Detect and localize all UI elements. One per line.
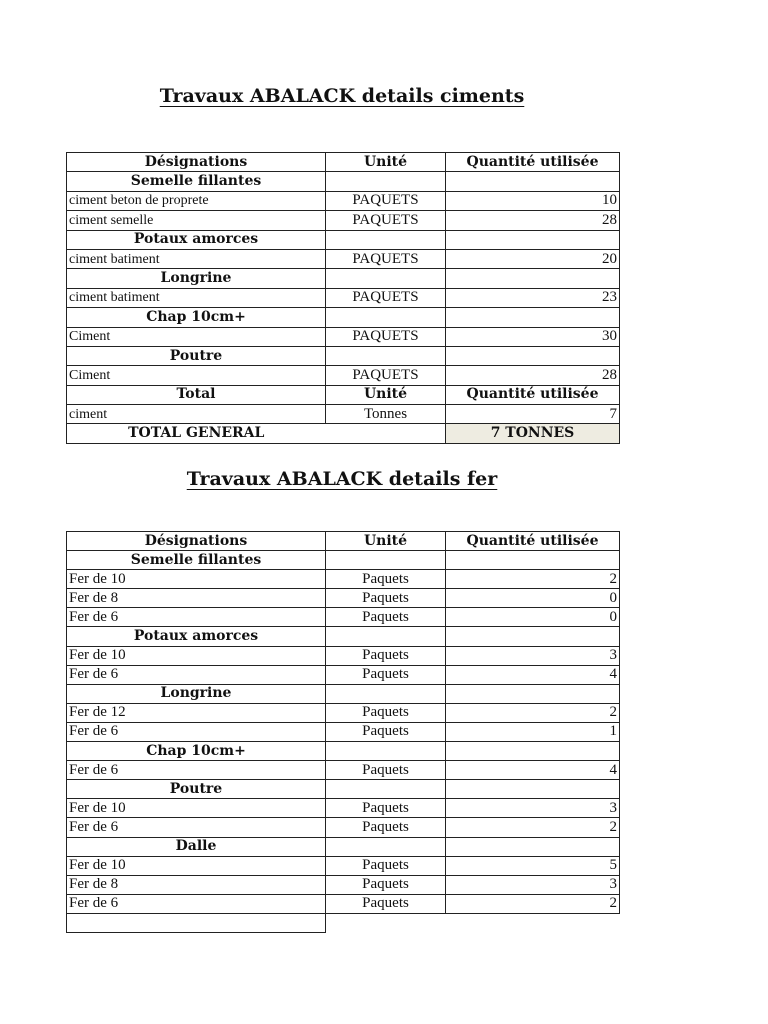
section-label: Chap 10cm+: [67, 742, 326, 761]
table-row: [67, 818, 620, 837]
quantite-cell: 3: [446, 646, 620, 665]
section-label: Potaux amorces: [67, 627, 326, 646]
section-row: [67, 742, 620, 761]
table-header-row: [67, 153, 620, 172]
quantite-cell: 2: [446, 894, 620, 913]
quantite-cell: 1: [446, 722, 620, 741]
quantite-cell: 0: [446, 608, 620, 627]
designation-cell: Fer de 6: [67, 608, 326, 627]
ciment-table-body: [67, 153, 620, 444]
table-row: [67, 703, 620, 722]
header-unite: Unité: [326, 532, 446, 551]
section-unite: [326, 172, 446, 191]
designation-cell: Ciment: [67, 366, 326, 385]
designation-cell: Fer de 10: [67, 570, 326, 589]
designation-cell: Fer de 10: [67, 646, 326, 665]
designation-cell: Fer de 12: [67, 703, 326, 722]
section-label: Dalle: [67, 837, 326, 856]
table-row: [67, 608, 620, 627]
quantite-cell: 7: [446, 405, 620, 424]
section-label: Longrine: [67, 269, 326, 288]
section-quantite: [446, 346, 620, 365]
empty-cell: [326, 913, 446, 932]
total-quantite-header: Quantité utilisée: [446, 385, 620, 404]
unite-cell: Paquets: [326, 856, 446, 875]
grand-total-row: [67, 424, 620, 443]
header-unite: Unité: [326, 153, 446, 172]
unite-cell: Paquets: [326, 799, 446, 818]
section-quantite: [446, 837, 620, 856]
total-unite-header: Unité: [326, 385, 446, 404]
table-row: [67, 405, 620, 424]
ciment-table-title: Travaux ABALACK details ciments: [159, 85, 525, 107]
unite-cell: Paquets: [326, 608, 446, 627]
quantite-cell: 0: [446, 589, 620, 608]
table-row: [67, 894, 620, 913]
section-row: [67, 346, 620, 365]
section-unite: [326, 627, 446, 646]
designation-cell: Fer de 6: [67, 894, 326, 913]
header-quantite: Quantité utilisée: [446, 153, 620, 172]
designation-cell: Fer de 6: [67, 818, 326, 837]
section-label: Potaux amorces: [67, 230, 326, 249]
section-quantite: [446, 551, 620, 570]
quantite-cell: 5: [446, 856, 620, 875]
quantite-cell: 2: [446, 703, 620, 722]
table-row: [67, 799, 620, 818]
unite-cell: Paquets: [326, 894, 446, 913]
section-quantite: [446, 230, 620, 249]
section-label: Semelle fillantes: [67, 172, 326, 191]
section-unite: [326, 230, 446, 249]
section-row: [67, 780, 620, 799]
section-unite: [326, 308, 446, 327]
quantite-cell: 2: [446, 570, 620, 589]
fer-table-body: [67, 532, 620, 933]
section-label: Semelle fillantes: [67, 551, 326, 570]
grand-total-value: 7 TONNES: [446, 424, 620, 443]
section-unite: [326, 684, 446, 703]
section-row: [67, 308, 620, 327]
fer-table-title: Travaux ABALACK details fer: [186, 468, 498, 490]
table-row: [67, 646, 620, 665]
unite-cell: PAQUETS: [326, 249, 446, 268]
section-row: [67, 269, 620, 288]
section-row: [67, 837, 620, 856]
designation-cell: Fer de 6: [67, 665, 326, 684]
unite-cell: Tonnes: [326, 405, 446, 424]
section-unite: [326, 269, 446, 288]
unite-cell: PAQUETS: [326, 327, 446, 346]
unite-cell: Paquets: [326, 875, 446, 894]
fer-details-table: [66, 531, 620, 933]
table-row: [67, 366, 620, 385]
unite-cell: Paquets: [326, 646, 446, 665]
quantite-cell: 3: [446, 799, 620, 818]
empty-cell: [67, 913, 326, 932]
table-row: [67, 856, 620, 875]
unite-cell: PAQUETS: [326, 366, 446, 385]
quantite-cell: 2: [446, 818, 620, 837]
designation-cell: Ciment: [67, 327, 326, 346]
section-quantite: [446, 684, 620, 703]
section-row: [67, 172, 620, 191]
section-unite: [326, 742, 446, 761]
unite-cell: PAQUETS: [326, 288, 446, 307]
section-quantite: [446, 172, 620, 191]
quantite-cell: 20: [446, 249, 620, 268]
table-row: [67, 761, 620, 780]
quantite-cell: 4: [446, 665, 620, 684]
designation-cell: ciment beton de proprete: [67, 191, 326, 210]
designation-cell: Fer de 6: [67, 761, 326, 780]
table-row: [67, 875, 620, 894]
unite-cell: Paquets: [326, 722, 446, 741]
quantite-cell: 28: [446, 211, 620, 230]
empty-row: [67, 913, 620, 932]
quantite-cell: 3: [446, 875, 620, 894]
quantite-cell: 28: [446, 366, 620, 385]
section-unite: [326, 551, 446, 570]
unite-cell: PAQUETS: [326, 211, 446, 230]
section-row: [67, 684, 620, 703]
quantite-cell: 10: [446, 191, 620, 210]
designation-cell: Fer de 8: [67, 875, 326, 894]
quantite-cell: 30: [446, 327, 620, 346]
unite-cell: Paquets: [326, 703, 446, 722]
unite-cell: PAQUETS: [326, 191, 446, 210]
table-row: [67, 288, 620, 307]
section-row: [67, 230, 620, 249]
total-label: Total: [67, 385, 326, 404]
designation-cell: Fer de 6: [67, 722, 326, 741]
section-unite: [326, 837, 446, 856]
grand-total-label: TOTAL GENERAL: [67, 424, 326, 443]
designation-cell: ciment: [67, 405, 326, 424]
section-quantite: [446, 627, 620, 646]
ciment-details-table: [66, 152, 620, 444]
section-label: Longrine: [67, 684, 326, 703]
section-quantite: [446, 269, 620, 288]
unite-cell: Paquets: [326, 570, 446, 589]
designation-cell: Fer de 10: [67, 799, 326, 818]
designation-cell: ciment semelle: [67, 211, 326, 230]
designation-cell: ciment batiment: [67, 288, 326, 307]
section-unite: [326, 780, 446, 799]
total-header-row: [67, 385, 620, 404]
table-row: [67, 249, 620, 268]
unite-cell: Paquets: [326, 761, 446, 780]
unite-cell: Paquets: [326, 818, 446, 837]
header-designation: Désignations: [67, 153, 326, 172]
header-quantite: Quantité utilisée: [446, 532, 620, 551]
section-label: Chap 10cm+: [67, 308, 326, 327]
table-row: [67, 211, 620, 230]
table-row: [67, 327, 620, 346]
designation-cell: ciment batiment: [67, 249, 326, 268]
section-label: Poutre: [67, 780, 326, 799]
table-row: [67, 570, 620, 589]
table-row: [67, 589, 620, 608]
empty-cell: [446, 913, 620, 932]
section-quantite: [446, 742, 620, 761]
table-row: [67, 665, 620, 684]
quantite-cell: 4: [446, 761, 620, 780]
table-row: [67, 191, 620, 210]
designation-cell: Fer de 8: [67, 589, 326, 608]
table-row: [67, 722, 620, 741]
designation-cell: Fer de 10: [67, 856, 326, 875]
unite-cell: Paquets: [326, 665, 446, 684]
section-row: [67, 627, 620, 646]
table-header-row: [67, 532, 620, 551]
section-quantite: [446, 308, 620, 327]
grand-total-spacer: [326, 424, 446, 443]
header-designation: Désignations: [67, 532, 326, 551]
section-row: [67, 551, 620, 570]
section-quantite: [446, 780, 620, 799]
quantite-cell: 23: [446, 288, 620, 307]
section-label: Poutre: [67, 346, 326, 365]
unite-cell: Paquets: [326, 589, 446, 608]
section-unite: [326, 346, 446, 365]
